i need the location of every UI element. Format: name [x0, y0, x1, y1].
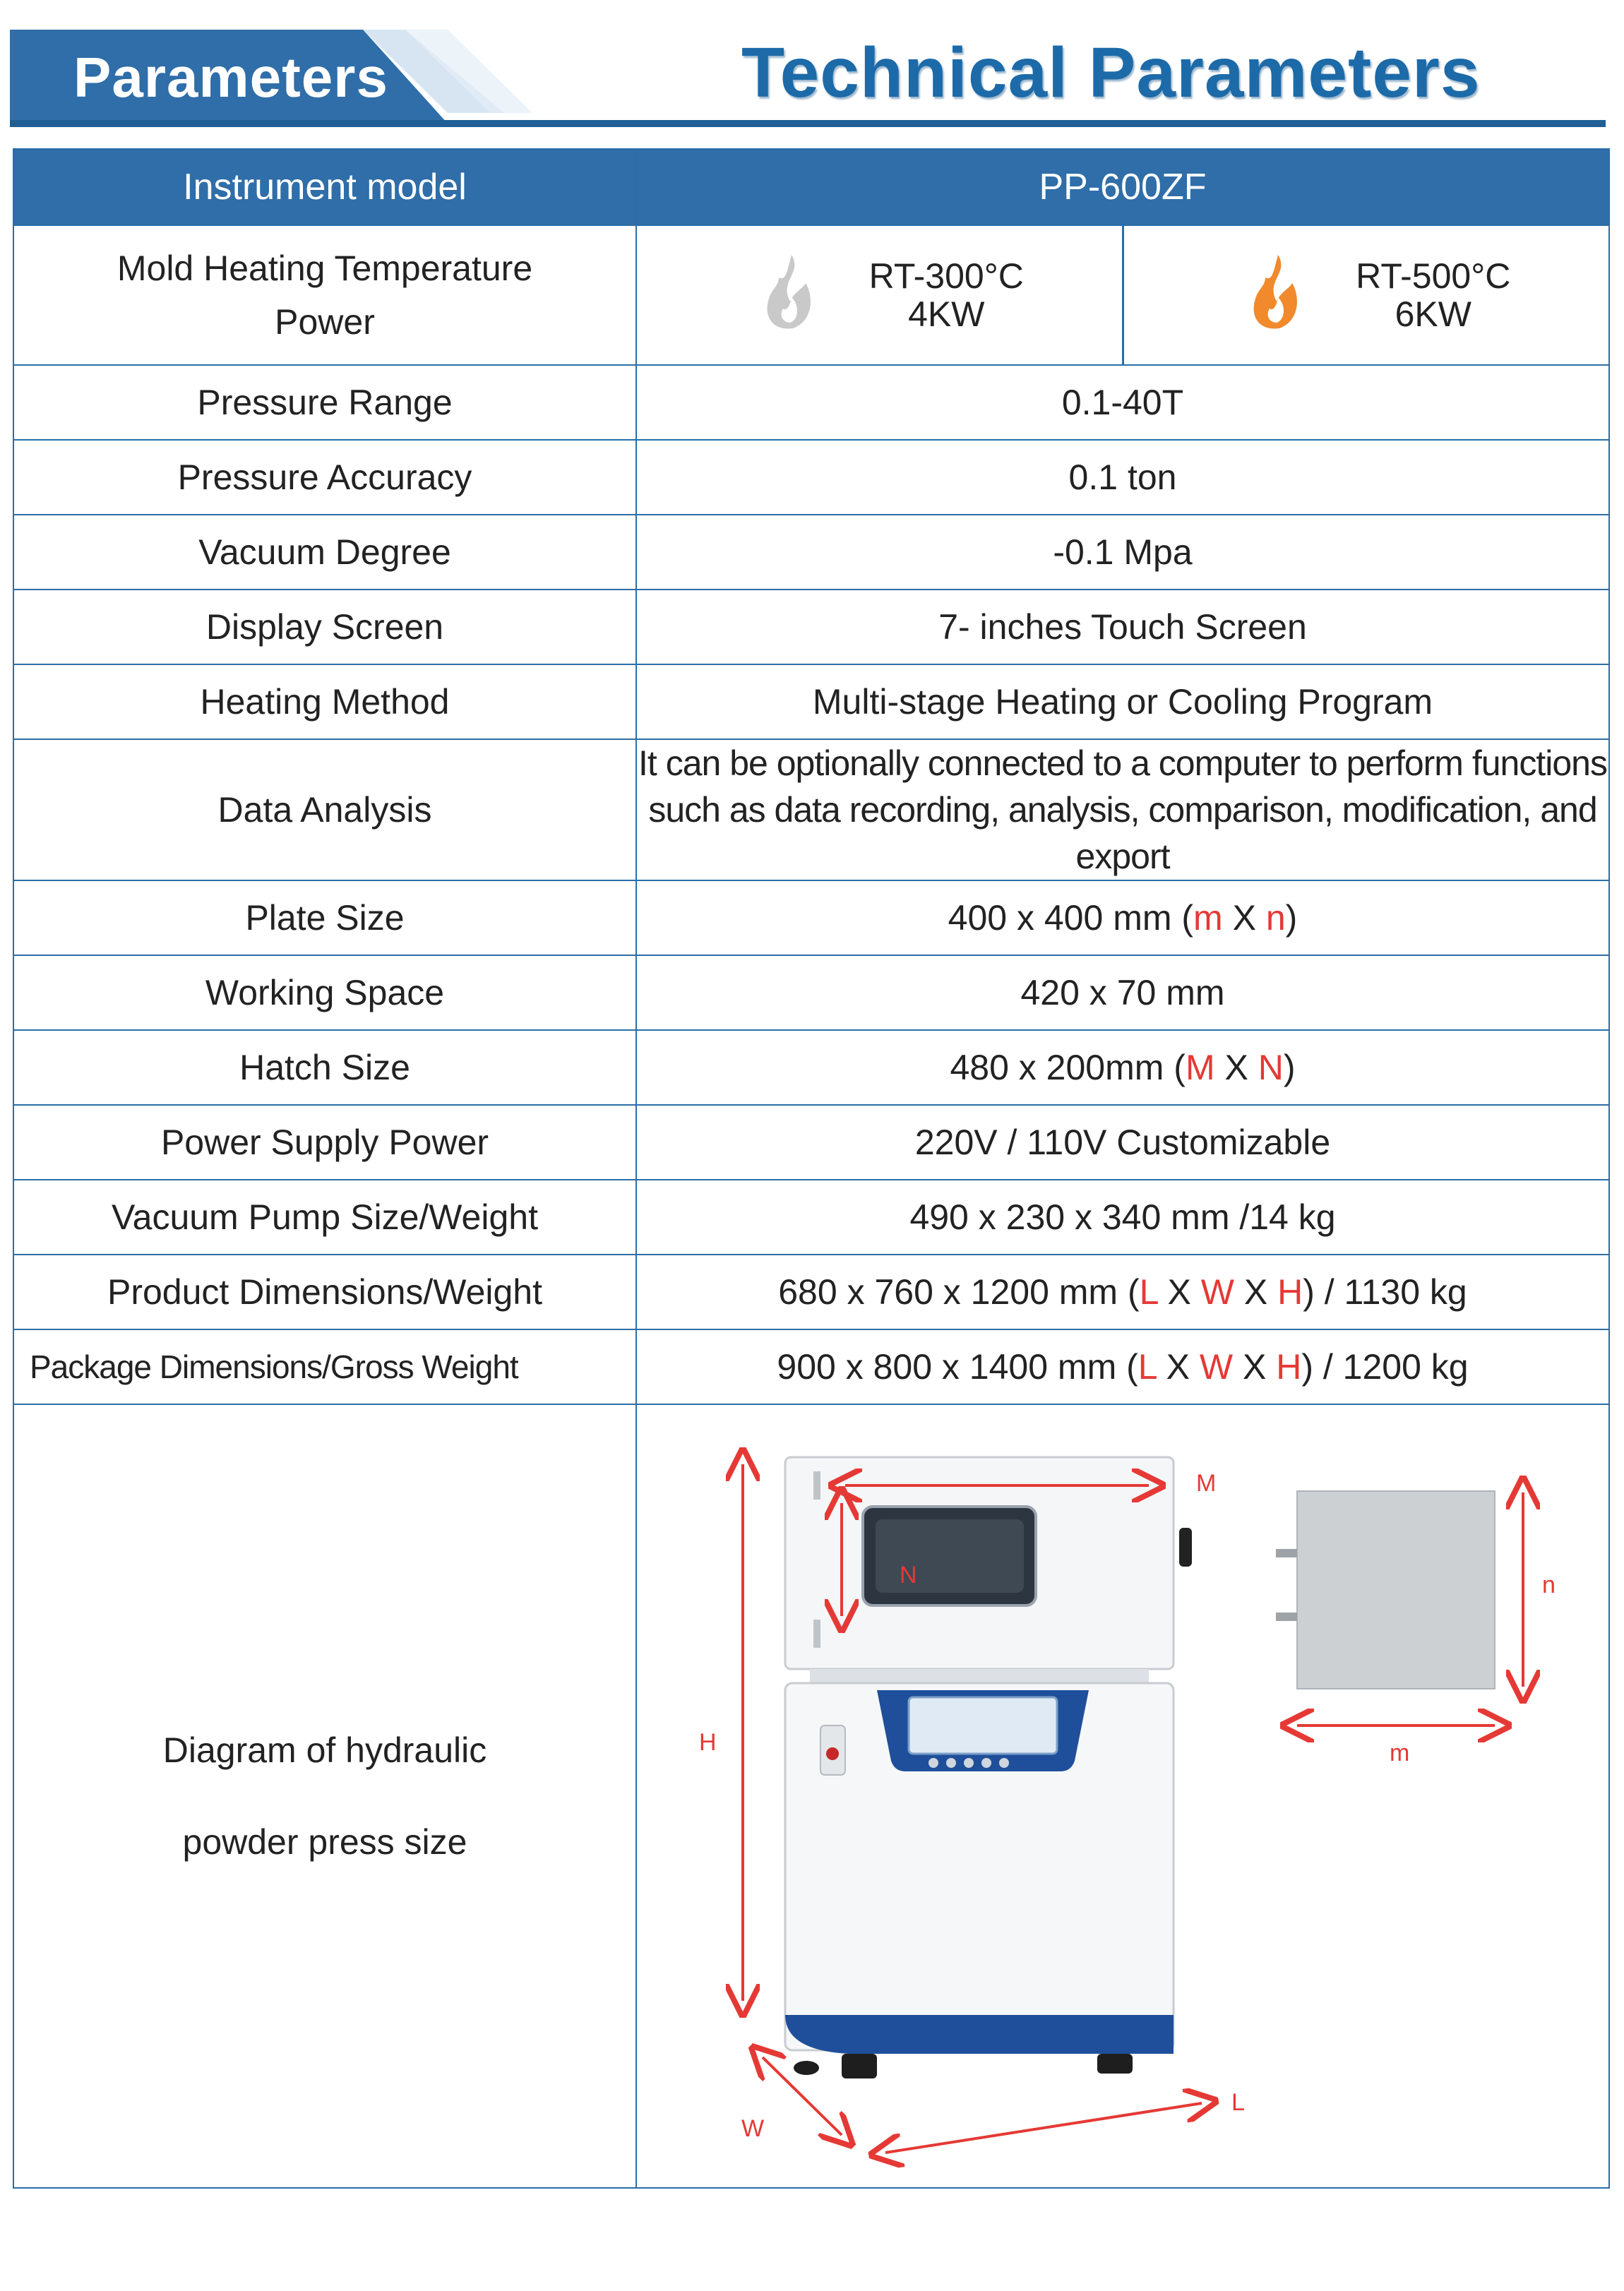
plate-size-m: m: [1193, 898, 1223, 938]
hatch-size-label: Hatch Size: [13, 1030, 636, 1105]
diagram-cell: [636, 1404, 1609, 2188]
data-analysis-value: [636, 739, 1609, 880]
heating-label-line1: Mold Heating Temperature: [117, 249, 533, 288]
table-row: [13, 1030, 1609, 1105]
plate-size-value: [636, 880, 1609, 955]
heating-option-2: [1122, 226, 1609, 364]
table-row: [13, 1105, 1609, 1180]
heating-option-2-range: RT-500°C: [1356, 256, 1511, 296]
row-label: Heating Method: [13, 664, 636, 739]
table-row: [13, 225, 1609, 365]
package-dim-L: L: [1138, 1347, 1157, 1387]
heating-options: [637, 226, 1608, 364]
page-title: Technical Parameters: [741, 33, 1481, 112]
package-dim-prefix: 900 x 800 x 1400 mm (: [777, 1347, 1138, 1387]
table-row: [13, 590, 1609, 664]
plate-size-n: n: [1265, 898, 1286, 938]
package-dim-x1: X: [1156, 1347, 1200, 1387]
vacuum-pump-value: 490 x 230 x 340 mm /14 kg: [636, 1180, 1609, 1255]
product-dim-W: W: [1200, 1272, 1234, 1312]
working-space-label: Working Space: [13, 955, 636, 1030]
section-tag: [10, 30, 532, 124]
chamber-window-glass: [876, 1519, 1024, 1593]
heating-option-2-text: [1356, 257, 1510, 333]
heating-label-line2: Power: [275, 302, 375, 342]
vacuum-pump-label: Vacuum Pump Size/Weight: [13, 1180, 636, 1255]
data-analysis-label: Data Analysis: [13, 739, 636, 880]
product-dim-L: L: [1139, 1272, 1158, 1312]
plate-size-suffix: ): [1285, 898, 1298, 938]
product-dim-x1: X: [1157, 1272, 1201, 1312]
heating-value-cell: [636, 225, 1609, 365]
table-row: [13, 739, 1609, 880]
dim-label-N: N: [900, 1562, 917, 1589]
table-row: [13, 880, 1609, 955]
product-dim-H: H: [1277, 1272, 1303, 1312]
table-row: [13, 515, 1609, 590]
data-analysis-line1: It can be optionally connected to a computer to perform functions: [638, 743, 1607, 783]
product-dim-value: [636, 1255, 1609, 1329]
hatch-size-value: [636, 1030, 1609, 1105]
package-dim-label: Package Dimensions/Gross Weight: [13, 1329, 636, 1404]
row-label: Display Screen: [13, 590, 636, 664]
title-divider: [10, 120, 1606, 127]
hatch-size-x: X: [1214, 1048, 1258, 1087]
plate-size-x: X: [1222, 898, 1266, 938]
package-dim-H: H: [1276, 1347, 1302, 1387]
hatch-size-suffix: ): [1283, 1048, 1296, 1087]
package-dim-x2: X: [1233, 1347, 1277, 1387]
diagram-label-line2: powder press size: [182, 1822, 467, 1862]
package-dim-W: W: [1199, 1347, 1234, 1387]
product-dim-suffix: ) / 1130 kg: [1303, 1272, 1467, 1312]
press-illustration: [637, 1408, 1611, 2184]
parameters-table: [13, 148, 1610, 2189]
working-space-value: 420 x 70 mm: [636, 955, 1609, 1030]
touch-screen: [909, 1697, 1057, 1754]
header-label-cell: Instrument model: [13, 149, 636, 225]
row-value: -0.1 Mpa: [636, 515, 1609, 590]
row-label: Pressure Accuracy: [13, 440, 636, 515]
row-value: 0.1-40T: [636, 365, 1609, 440]
flame-gray-icon: [735, 242, 841, 348]
table-row: [13, 955, 1609, 1030]
heating-option-1-power: 4KW: [908, 294, 985, 334]
heating-option-1-range: RT-300°C: [868, 256, 1024, 296]
heating-label-cell: [13, 225, 636, 365]
dim-label-m: m: [1390, 1740, 1410, 1766]
table-header-row: [13, 149, 1609, 225]
data-analysis-line2: such as data recording, analysis, comparison, modification, and export: [648, 790, 1597, 876]
plate-size-label: Plate Size: [13, 880, 636, 955]
press-diagram: [637, 1408, 1608, 2184]
package-dim-value: [636, 1329, 1609, 1404]
row-label: Pressure Range: [13, 365, 636, 440]
section-tag-label: Parameters: [73, 46, 388, 109]
row-label: Vacuum Degree: [13, 515, 636, 590]
product-dim-prefix: 680 x 760 x 1200 mm (: [778, 1272, 1140, 1312]
hatch-size-prefix: 480 x 200mm (: [950, 1048, 1186, 1087]
table-row: [13, 1404, 1609, 2188]
heating-option-1: [637, 226, 1122, 364]
package-dim-suffix: ) / 1200 kg: [1301, 1347, 1469, 1387]
dim-label-M: M: [1196, 1470, 1217, 1497]
heating-option-1-text: [869, 257, 1024, 333]
product-dim-x2: X: [1234, 1272, 1278, 1312]
row-value: 0.1 ton: [636, 440, 1609, 515]
power-supply-value: 220V / 110V Customizable: [636, 1105, 1609, 1180]
diagram-label: [13, 1404, 636, 2188]
table-row: [13, 1180, 1609, 1255]
heating-option-2-power: 6KW: [1395, 294, 1471, 334]
header-model-cell: PP-600ZF: [636, 149, 1609, 225]
hatch-size-M: M: [1185, 1048, 1215, 1087]
table-row: [13, 1329, 1609, 1404]
table-row: [13, 1255, 1609, 1329]
table-row: [13, 440, 1609, 515]
row-value: 7- inches Touch Screen: [636, 590, 1609, 664]
dim-label-L: L: [1231, 2089, 1245, 2116]
dim-label-W: W: [741, 2115, 765, 2142]
row-value: Multi-stage Heating or Cooling Program: [636, 664, 1609, 739]
heating-plate: [1297, 1491, 1495, 1689]
table-row: [13, 664, 1609, 739]
chamber-handle: [1179, 1528, 1192, 1567]
power-supply-label: Power Supply Power: [13, 1105, 636, 1180]
dim-label-n: n: [1542, 1572, 1556, 1598]
diagram-label-line1: Diagram of hydraulic: [162, 1730, 487, 1770]
flame-orange-icon: [1222, 242, 1327, 348]
dim-label-H: H: [699, 1729, 717, 1756]
product-dim-label: Product Dimensions/Weight: [13, 1255, 636, 1329]
hatch-size-N: N: [1258, 1048, 1284, 1087]
plate-size-prefix: 400 x 400 mm (: [948, 898, 1194, 938]
cabinet-base: [785, 2015, 1174, 2054]
table-row: [13, 365, 1609, 440]
